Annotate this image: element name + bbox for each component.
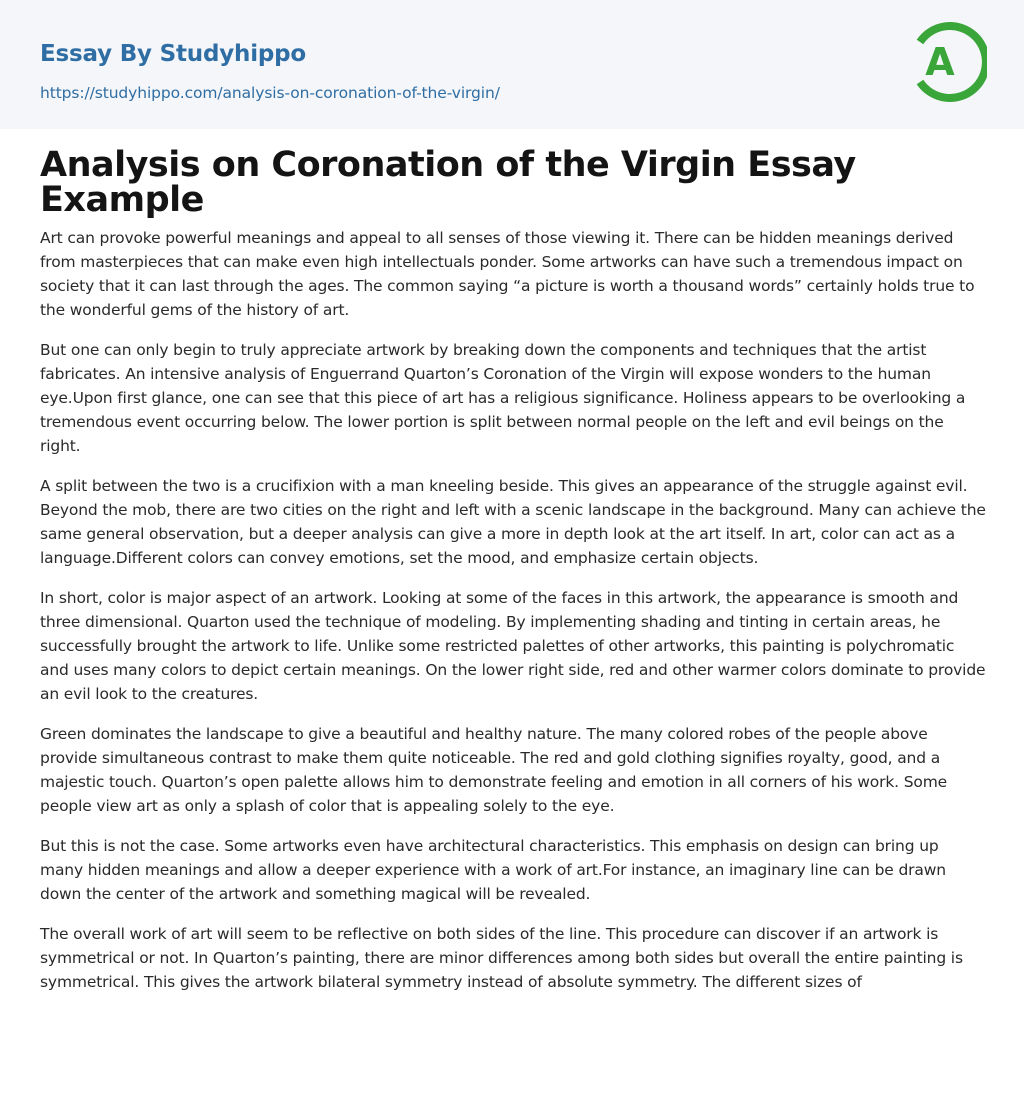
studyhippo-logo-icon[interactable] bbox=[911, 19, 987, 105]
essay-url-link[interactable]: https://studyhippo.com/analysis-on-coronation-of-the-virgin/ bbox=[40, 84, 500, 102]
site-brand[interactable]: Essay By Studyhippo bbox=[40, 41, 307, 67]
paragraph-1: Art can provoke powerful meanings and appeal to all senses of those viewing it. There can be hidden meanings derived from masterpieces that can make even high intellectuals ponder. Some artworks can have such a tremendous impact on society that it can last through the ages. The common saying “a picture is worth a thousand words” certainly holds true to the wonderful gems of the history of art. bbox=[40, 229, 975, 319]
page-title: Analysis on Coronation of the Virgin Essay Example bbox=[40, 145, 856, 220]
paragraph-6: But this is not the case. Some artworks even have architectural characteristics. This emphasis on design can bring up many hidden meanings and allow a deeper experience with a work of art.For instance, an imaginary line can be drawn down the center of the artwork and something magical will be revealed. bbox=[40, 837, 946, 903]
paragraph-2: But one can only begin to truly appreciate artwork by breaking down the components and techniques that the artist fabricates. An intensive analysis of Enguerrand Quarton’s Coronation of the Virgin will expose wonders to the human eye.Upon first glance, one can see that this piece of art has a religious significance. Holiness appears to be overlooking a tremendous event occurring below. The lower portion is split between normal people on the left and evil beings on the right. bbox=[40, 341, 966, 455]
logo-letter: A bbox=[925, 40, 955, 84]
paragraph-5: Green dominates the landscape to give a beautiful and healthy nature. The many colored robes of the people above provide simultaneous contrast to make them quite noticeable. The red and gold clothing signifies royalty, good, and a majestic touch. Quarton’s open palette allows him to demonstrate feeling and emotion in all corners of his work. Some people view art as only a splash of color that is appealing solely to the eye. bbox=[40, 725, 948, 815]
paragraph-3: A split between the two is a crucifixion with a man kneeling beside. This gives an appearance of the struggle against evil. Beyond the mob, there are two cities on the right and left with a scenic landscape in the background. Many can achieve the same general observation, but a deeper analysis can give a more in depth look at the art itself. In art, color can act as a language.Different colors can convey emotions, set the mood, and emphasize certain objects. bbox=[40, 477, 986, 567]
paragraph-4: In short, color is major aspect of an artwork. Looking at some of the faces in this artwork, the appearance is smooth and three dimensional. Quarton used the technique of modeling. By implementing shading and tinting in certain areas, he successfully brought the artwork to life. Unlike some restricted palettes of other artworks, this painting is polychromatic and uses many colors to depict certain meanings. On the lower right side, red and other warmer colors dominate to provide an evil look to the creatures. bbox=[40, 589, 986, 703]
site-header bbox=[0, 0, 1024, 129]
article bbox=[40, 145, 986, 1010]
paragraph-7: The overall work of art will seem to be reflective on both sides of the line. This procedure can discover if an artwork is symmetrical or not. In Quarton’s painting, there are minor differences among both sides but overall the entire painting is symmetrical. This gives the artwork bilateral symmetry instead of absolute symmetry. The different sizes of bbox=[40, 925, 963, 991]
